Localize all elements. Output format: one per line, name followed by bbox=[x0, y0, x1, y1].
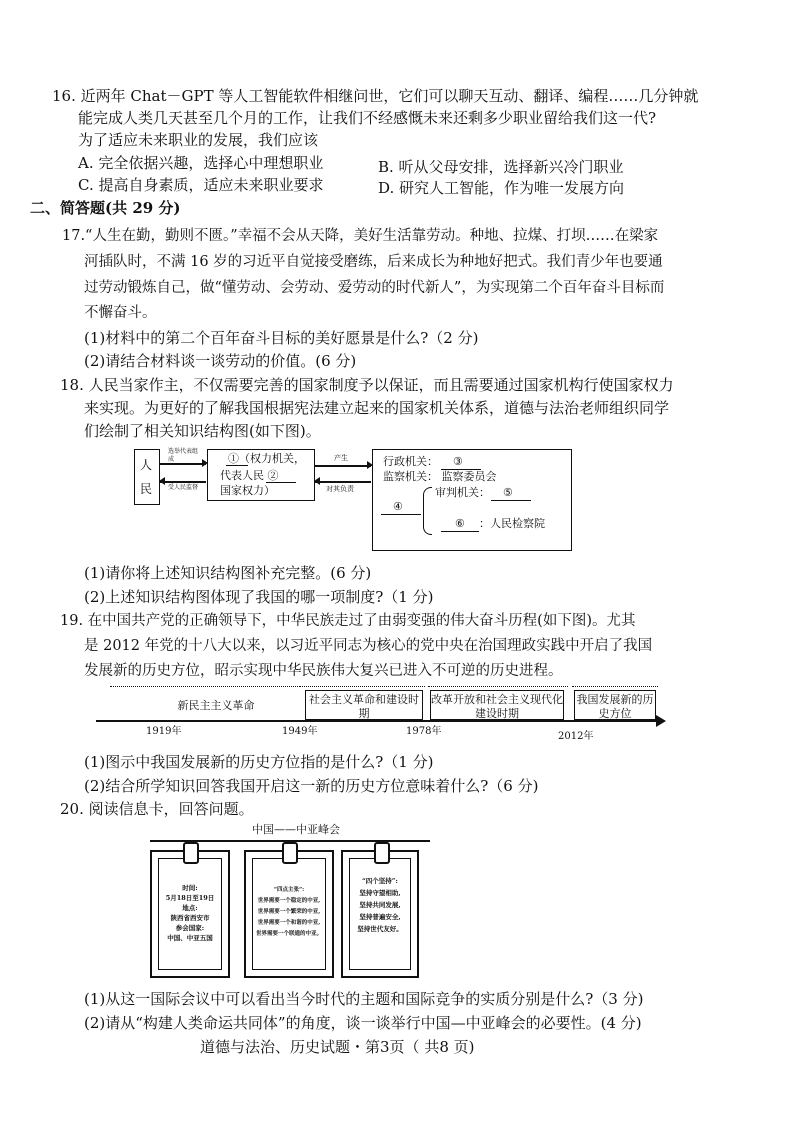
q19-sub2: (2)结合所学知识回答我国开启这一新的历史方位意味着什么?（6 分) bbox=[84, 777, 539, 795]
responsible-arrow bbox=[315, 481, 371, 483]
q18-sub2: (2)上述知识结构图体现了我国的哪一项制度?（1 分) bbox=[84, 588, 434, 606]
blank4-number: ④ bbox=[393, 500, 403, 513]
elect-label: 选举代表组成 bbox=[168, 448, 199, 463]
produce-label: 产生 bbox=[334, 454, 348, 462]
q16-option-d: D. 研究人工智能，作为唯一发展方向 bbox=[378, 179, 625, 197]
info-card-3-line: 坚持普遍安全, bbox=[359, 913, 401, 921]
q18-line2: 来实现。为更好的了解我国根据宪法建立起来的国家机关体系，道德与法治老师组织同学 bbox=[84, 399, 670, 417]
q17-sub2: (2)请结合材料谈一谈劳动的价值。(6 分) bbox=[84, 352, 357, 370]
q19-sub1: (1)图示中我国发展新的历史方位指的是什么?（1 分) bbox=[84, 753, 434, 771]
admin-label: 行政机关： bbox=[383, 455, 438, 468]
q17-line1: 17.“人生在勤，勤则不匮。”幸福不会从天降，美好生活靠劳动。种地、拉煤、打坝……在梁家 bbox=[62, 228, 659, 244]
brace bbox=[423, 487, 432, 535]
info-card-1-line: 5月18日至19日 bbox=[165, 894, 215, 902]
blank2-underline bbox=[266, 482, 296, 483]
blank3-number: ③ bbox=[453, 455, 463, 468]
card-clip-1 bbox=[183, 842, 199, 864]
q16-option-b: B. 听从父母安排，选择新兴冷门职业 bbox=[378, 158, 624, 176]
blank5-number: ⑤ bbox=[503, 486, 513, 499]
q19-line2: 是 2012 年党的十八大以来，以习近平同志为核心的党中央在治国理政实践中开启了我国 bbox=[84, 638, 653, 654]
q16-option-a: A. 完全依据兴趣，选择心中理想职业 bbox=[78, 154, 324, 172]
info-card-3-line: “四个坚持”: bbox=[362, 877, 398, 885]
timeline-bracket-4 bbox=[572, 686, 658, 687]
year-1919: 1919年 bbox=[146, 726, 182, 737]
congress-row2: 代表人民 ② bbox=[220, 469, 279, 482]
q16-line3: 为了适应未来职业的发展，我们应该 bbox=[78, 131, 319, 149]
arrow-head-left bbox=[159, 477, 165, 485]
people-label: 人民 bbox=[140, 458, 153, 496]
period-1: 新民主主义革命 bbox=[160, 697, 272, 717]
info-card-1-line: 时间: bbox=[182, 884, 198, 892]
year-1978: 1978年 bbox=[406, 726, 442, 737]
supervisory-label: 监察机关： 监察委员会 bbox=[383, 470, 497, 483]
info-card-2-line: 世界需要一个繁荣的中亚, bbox=[257, 909, 321, 915]
q18-line1: 18. 人民当家作主，不仅需要完善的国家制度予以保证，而且需要通过国家机构行使国家权力 bbox=[60, 376, 674, 394]
info-card-2-line: “四点主张”: bbox=[273, 887, 305, 893]
q16-line2: 能完成人类几天甚至几个月的工作，让我们不经感慨未来还剩多少职业留给我们这一代? bbox=[78, 109, 657, 127]
info-card-1-line: 中国、中亚五国 bbox=[167, 934, 213, 942]
q18-line3: 们绘制了相关知识结构图(如下图)。 bbox=[84, 422, 321, 440]
q16-option-c: C. 提高自身素质，适应未来职业要求 bbox=[78, 176, 324, 194]
responsible-label: 对其负责 bbox=[326, 485, 354, 493]
info-card-3-line: 坚持共同发展, bbox=[359, 901, 401, 909]
q19-line1: 19. 在中国共产党的正确领导下，中华民族走过了由弱变强的伟大奋斗历程(如下图)。尤其 bbox=[60, 613, 636, 629]
q19-line3: 发展新的历史方位，昭示实现中华民族伟大复兴已进入不可逆的历史进程。 bbox=[84, 663, 563, 679]
info-card-1-line: 陕西省西安市 bbox=[170, 914, 210, 922]
section-heading: 二、简答题(共 29 分) bbox=[30, 199, 181, 217]
q16-line1: 16. 近两年 Chat－GPT 等人工智能软件相继问世，它们可以聊天互动、翻译、编程……几分钟就 bbox=[52, 87, 699, 105]
timeline-bracket-1 bbox=[110, 686, 300, 687]
timeline-bracket-3 bbox=[428, 686, 568, 687]
agencies-box bbox=[372, 449, 572, 551]
blank5-underline bbox=[491, 500, 531, 501]
timeline-bracket-2 bbox=[300, 686, 425, 687]
card-clip-3 bbox=[374, 842, 390, 864]
supervise-label: 受人民监督 bbox=[168, 484, 199, 491]
info-card-3-line: 坚持世代友好。 bbox=[357, 925, 403, 933]
period-4: 我国发展新的历史方位 bbox=[574, 690, 656, 720]
q17-line4: 不懈奋斗。 bbox=[84, 305, 157, 321]
year-1949: 1949年 bbox=[282, 726, 318, 737]
info-card-2 bbox=[244, 850, 334, 978]
info-card-2-line: 世界需要一个联通的中亚。 bbox=[255, 931, 322, 937]
congress-box bbox=[207, 449, 315, 501]
q17-line2: 河插队时，不满 16 岁的习近平自觉接受磨练，后来成长为种地好把式。我们青少年也要通 bbox=[84, 254, 663, 270]
info-card-2-line: 世界需要一个和谐的中亚, bbox=[257, 920, 321, 926]
summit-title: 中国——中亚峰会 bbox=[252, 823, 340, 836]
congress-row1: ①（权力机关， bbox=[228, 452, 305, 465]
blank1-underline bbox=[226, 465, 248, 466]
supervise-arrow bbox=[160, 481, 206, 483]
q18-sub1: (1)请你将上述知识结构图补充完整。(6 分) bbox=[84, 564, 372, 582]
info-card-1-line: 参会国家: bbox=[175, 924, 205, 932]
q17-line3: 过劳动锻炼自己，做“懂劳动、会劳动、爱劳动的时代新人”，为实现第二个百年奋斗目标而 bbox=[84, 280, 665, 296]
people-box bbox=[134, 449, 160, 505]
q20-line1: 20. 阅读信息卡，回答问题。 bbox=[60, 800, 254, 818]
blank6-underline bbox=[441, 531, 479, 532]
info-card-3 bbox=[341, 850, 419, 978]
congress-row3: 国家权力） bbox=[220, 484, 275, 497]
card-clip-2 bbox=[282, 842, 298, 864]
timeline-arrow bbox=[656, 715, 666, 727]
blank6-number: ⑥ bbox=[455, 517, 465, 530]
arrow-head-left-2 bbox=[314, 477, 320, 485]
info-card-3-line: 坚持守望相助, bbox=[359, 889, 401, 897]
q20-sub1: (1)从这一国际会议中可以看出当今时代的主题和国际竞争的实质分别是什么?（3 分) bbox=[84, 990, 644, 1008]
page-footer: 道德与法治、历史试题・第3页（ 共8 页) bbox=[200, 1038, 475, 1056]
year-2012: 2012年 bbox=[558, 731, 594, 742]
procuratorate-label: ：人民检察院 bbox=[479, 517, 545, 530]
info-card-1-line: 地点: bbox=[182, 904, 198, 912]
q20-sub2: (2)请从“构建人类命运共同体”的角度，谈一谈举行中国—中亚峰会的必要性。(4 分) bbox=[84, 1014, 642, 1032]
info-card-2-line: 世界需要一个稳定的中亚, bbox=[257, 898, 321, 904]
blank4-underline bbox=[381, 514, 421, 515]
period-3: 改革开放和社会主义现代化建设时期 bbox=[430, 690, 564, 720]
period-2: 社会主义革命和建设时期 bbox=[305, 690, 423, 720]
timeline-axis bbox=[96, 720, 656, 722]
judicial-label: 审判机关： bbox=[435, 486, 490, 499]
q17-sub1: (1)材料中的第二个百年奋斗目标的美好愿景是什么?（2 分) bbox=[84, 329, 479, 347]
info-card-1 bbox=[150, 850, 230, 978]
produce-arrow bbox=[315, 465, 371, 467]
